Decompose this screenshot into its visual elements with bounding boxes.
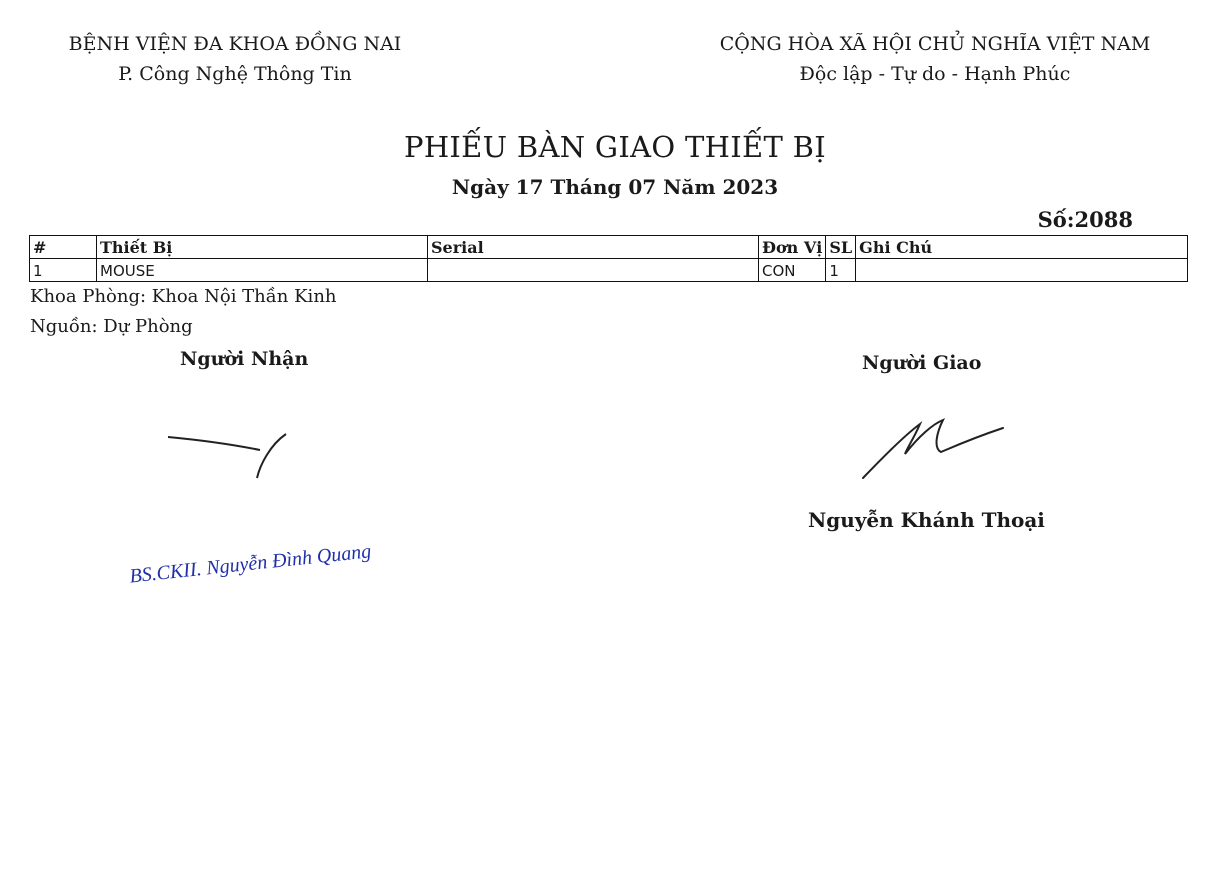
document-title: PHIẾU BÀN GIAO THIẾT BỊ — [404, 130, 826, 164]
table-row — [30, 259, 1188, 282]
nation-name: CỘNG HÒA XÃ HỘI CHỦ NGHĨA VIỆT NAM — [719, 33, 1151, 55]
cell-unit: CON — [759, 259, 826, 282]
column-header-device: Thiết Bị — [97, 236, 428, 259]
cell-device: MOUSE — [97, 259, 428, 282]
organization-name: BỆNH VIỆN ĐA KHOA ĐỒNG NAI — [68, 33, 402, 55]
column-header-index: # — [30, 236, 97, 259]
cell-index: 1 — [30, 259, 97, 282]
receiver-stamp — [124, 520, 374, 590]
receiver-signature — [160, 420, 300, 490]
department-name: P. Công Nghệ Thông Tin — [118, 63, 352, 85]
column-header-quantity: SL — [826, 236, 856, 259]
deliverer-signature — [855, 410, 1015, 485]
table-header-row — [30, 236, 1188, 259]
receiver-stamp-text: BS.CKII. Nguyễn Đình Quang — [128, 540, 373, 588]
cell-note — [856, 259, 1188, 282]
document-date: Ngày 17 Tháng 07 Năm 2023 — [451, 175, 779, 199]
column-header-note: Ghi Chú — [856, 236, 1188, 259]
national-motto: Độc lập - Tự do - Hạnh Phúc — [799, 63, 1071, 85]
column-header-serial: Serial — [428, 236, 759, 259]
cell-serial — [428, 259, 759, 282]
equipment-table — [29, 235, 1188, 282]
department-line: Khoa Phòng: Khoa Nội Thần Kinh — [30, 286, 337, 307]
organization-header — [40, 33, 430, 85]
deliverer-name: Nguyễn Khánh Thoại — [808, 508, 1045, 532]
deliverer-title: Người Giao — [862, 352, 982, 374]
document-number: Số:2088 — [1037, 207, 1133, 232]
national-header — [690, 33, 1180, 85]
source-line: Nguồn: Dự Phòng — [30, 316, 193, 337]
cell-quantity: 1 — [826, 259, 856, 282]
column-header-unit: Đơn Vị — [759, 236, 826, 259]
receiver-title: Người Nhận — [180, 348, 309, 370]
